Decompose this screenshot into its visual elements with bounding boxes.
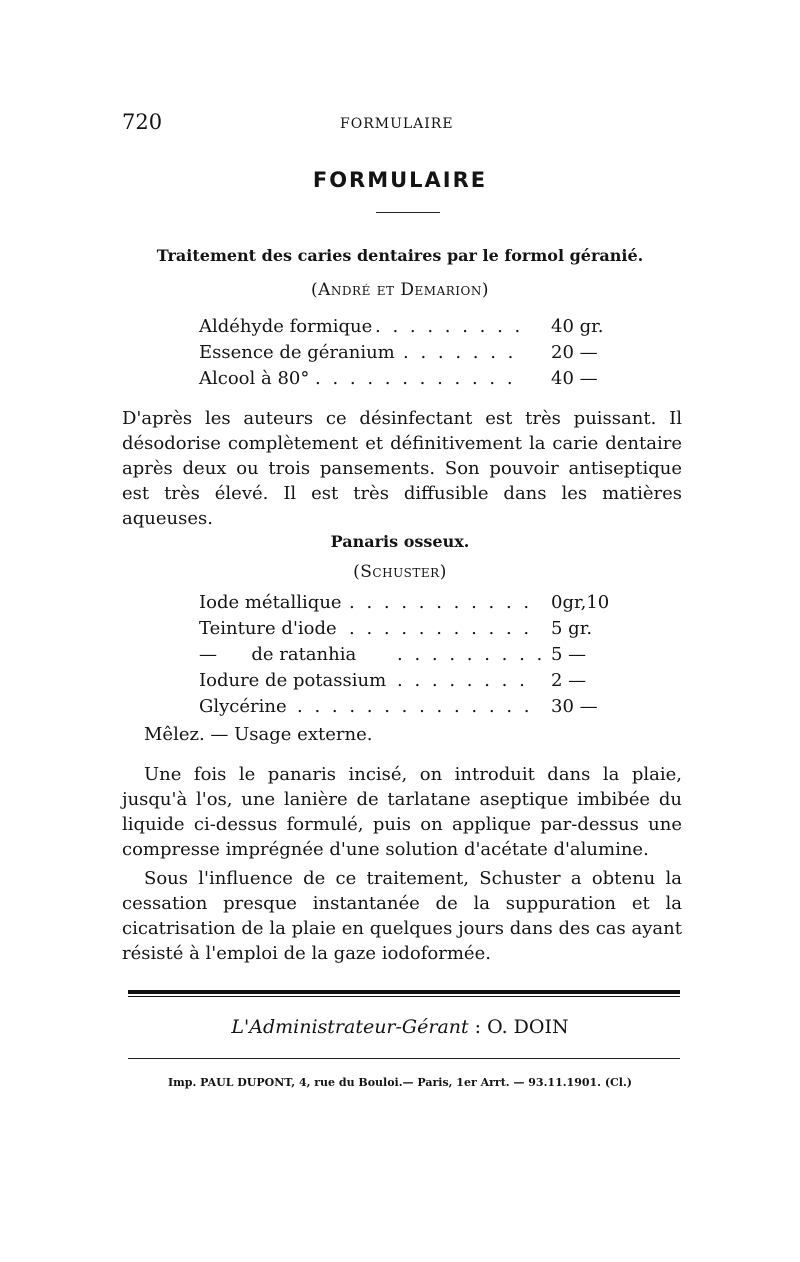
signature (0, 1016, 800, 1038)
ingredient-name: Iodure de potassium (199, 670, 387, 691)
ingredient-quantity: 0gr,10 (551, 592, 610, 613)
formula-row (199, 670, 629, 696)
attribution-schuster: (Schuster) (353, 562, 447, 582)
printer-imprint: Imp. PAUL DUPONT, 4, rue du Bouloi.— Paris, 1er Arrt. — 93.11.1901. (Cl.) (167, 1076, 633, 1089)
bottom-rule (128, 1058, 680, 1059)
dot-leader: . . . . . . . . . . . (349, 618, 533, 639)
double-rule (128, 990, 680, 997)
usage-note: Mêlez. — Usage externe. (144, 724, 373, 745)
dot-leader: . . . . . . . . (397, 670, 528, 691)
formula-panaris (199, 592, 629, 722)
attribution-andre-demarion: (André et Demarion) (311, 280, 489, 300)
dot-leader: . . . . . . . . . . . (349, 592, 533, 613)
paragraph-panaris-procedure: Une fois le panaris incisé, on introduit dans la plaie, jusqu'à l'os, une lanière de tarlatane aseptique imbibée du liquide ci-dessus formulé, puis on applique par-dessus une compresse imprégnée d'une solution d'acétate d'alumine. (122, 764, 682, 860)
ingredient-quantity: 5 — (551, 644, 587, 665)
ingredient-quantity: 2 — (551, 670, 587, 691)
ingredient-name: Iode métallique (199, 592, 342, 613)
main-title: FORMULAIRE (312, 168, 488, 192)
ingredient-name: Aldéhyde formique (199, 316, 373, 337)
running-title: FORMULAIRE (340, 116, 454, 132)
formula-row (199, 618, 629, 644)
formula-row (199, 592, 629, 618)
signature-separator: : (468, 1016, 488, 1038)
dot-leader: . . . . . . . (403, 342, 517, 363)
ingredient-name: Glycérine (199, 696, 287, 717)
ingredient-name: — de ratanhia (199, 644, 357, 665)
page-number: 720 (122, 110, 163, 134)
title-rule (376, 212, 440, 213)
ingredient-quantity: 40 gr. (551, 316, 604, 337)
ingredient-quantity: 5 gr. (551, 618, 593, 639)
signature-role: L'Administrateur-Gérant (231, 1016, 469, 1038)
formula-row (199, 644, 629, 670)
formula-caries (199, 316, 629, 394)
formula-row (199, 316, 629, 342)
ingredient-quantity: 40 — (551, 368, 598, 389)
formula-row (199, 342, 629, 368)
dot-leader: . . . . . . . . . . . . (315, 368, 516, 389)
dot-leader: . . . . . . . . . (397, 644, 546, 665)
dot-leader: . . . . . . . . . (375, 316, 524, 337)
paragraph-caries: D'après les auteurs ce désinfectant est très puissant. Il désodorise complètement et définitivement la carie dentaire après deux ou trois pansements. Son pouvoir antiseptique est très élevé. Il est très diffusible dans les matières aqueuses. (122, 408, 682, 529)
dot-leader: . . . . . . . . . . . . . . (297, 696, 533, 717)
ingredient-quantity: 20 — (551, 342, 598, 363)
ingredient-name: Alcool à 80° (199, 368, 310, 389)
ingredient-name: Essence de géranium (199, 342, 395, 363)
signature-name: O. DOIN (487, 1016, 569, 1038)
rule-thin (128, 996, 680, 997)
running-head (122, 110, 682, 140)
ingredient-quantity: 30 — (551, 696, 598, 717)
formula-row (199, 696, 629, 722)
section-heading-panaris: Panaris osseux. (330, 532, 470, 551)
section-heading-caries: Traitement des caries dentaires par le formol géranié. (156, 246, 644, 265)
ingredient-name: Teinture d'iode (199, 618, 337, 639)
rule-thick (128, 990, 680, 994)
paragraph-panaris-results: Sous l'influence de ce traitement, Schuster a obtenu la cessation presque instantanée de la suppuration et la cicatrisation de la plaie en quelques jours dans des cas ayant résisté à l'emploi de la gaze iodoformée. (122, 868, 682, 964)
formula-row (199, 368, 629, 394)
